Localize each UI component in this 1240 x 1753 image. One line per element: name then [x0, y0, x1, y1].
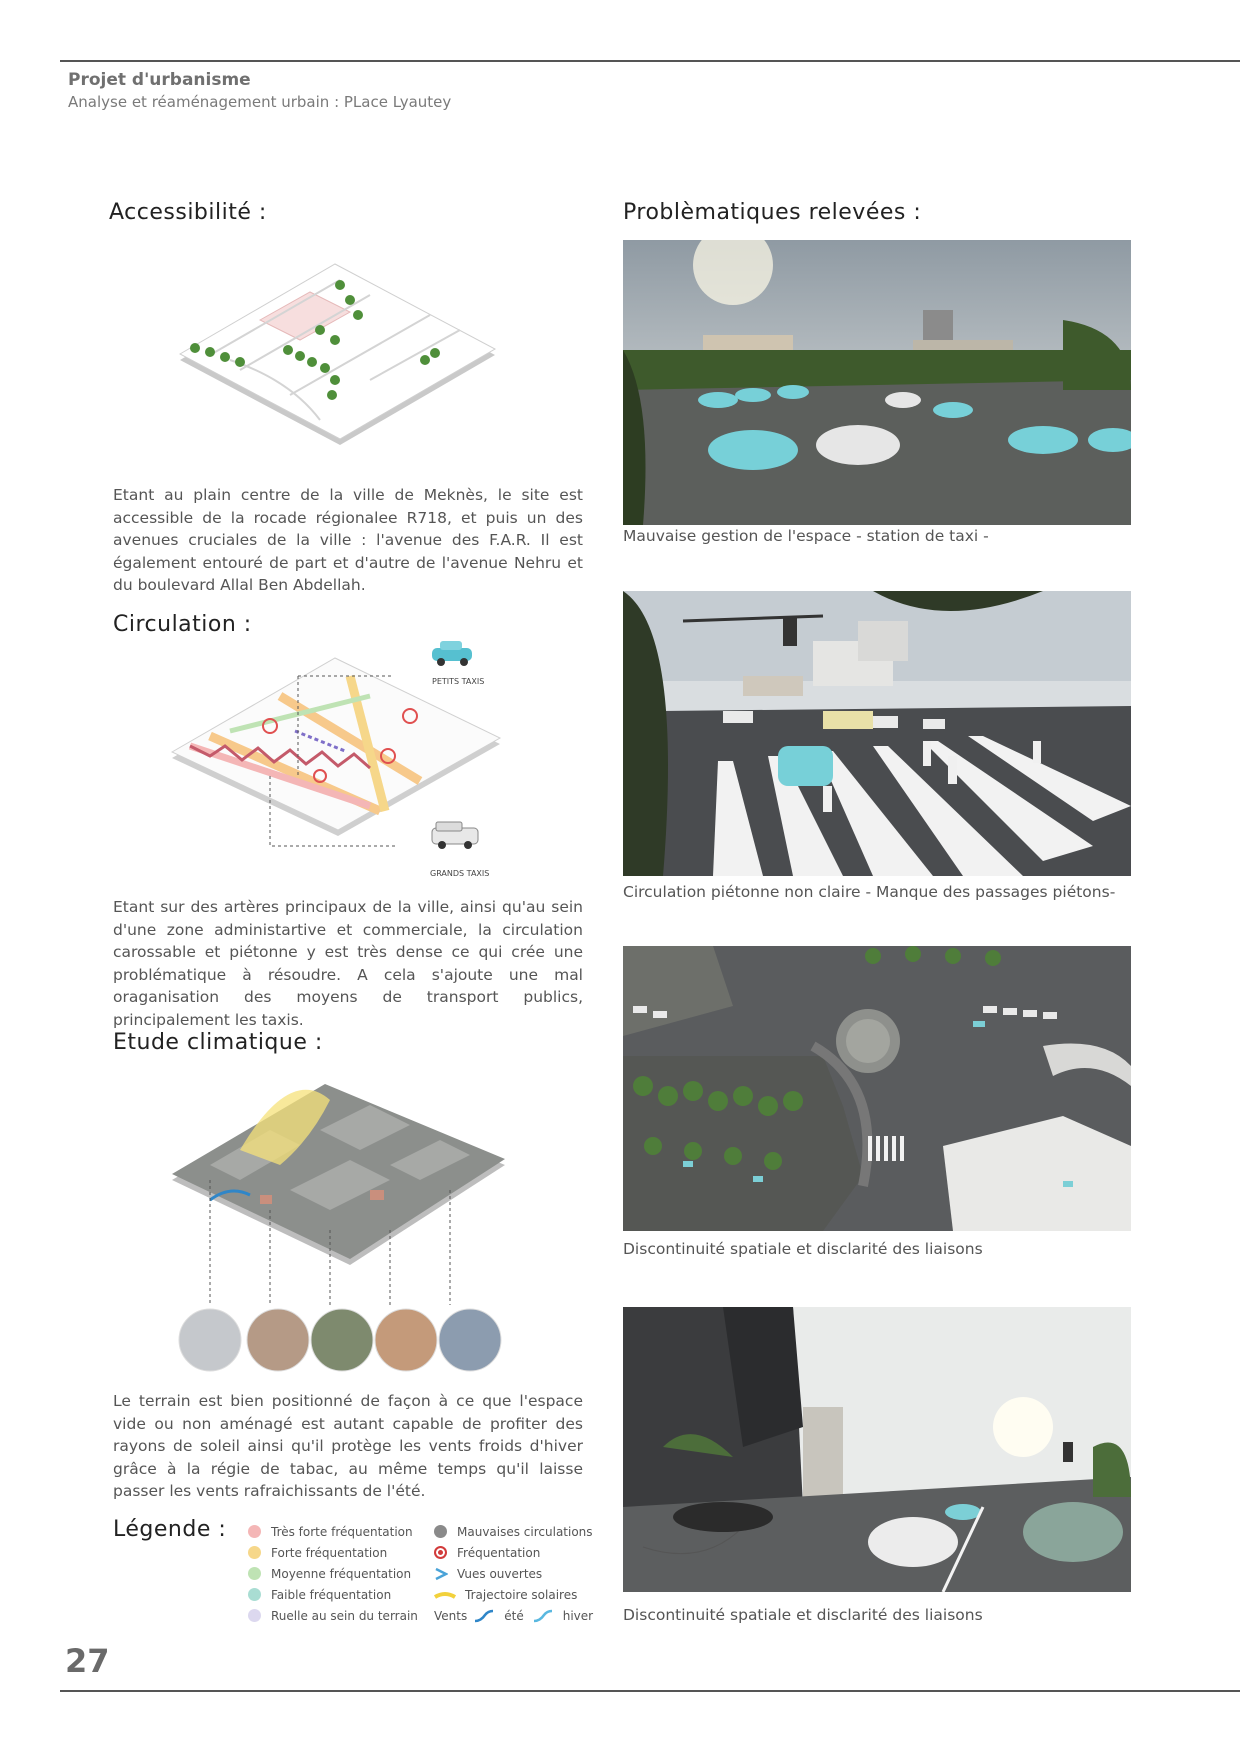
caption-photo-2: Circulation piétonne non claire - Manque des passages piétons-: [623, 883, 1116, 901]
legend-item: Moyenne fréquentation: [248, 1563, 418, 1584]
climatique-text: Le terrain est bien positionné de façon à ce que l'espace vide ou non aménagé est autant capable de profiter des rayons de soleil ainsi qu'il protège les vents froids d'hiver grâce à la régie de tabac, au même temps qu'il laisse passer les vents rafraichissants de l'été.: [113, 1392, 583, 1501]
footer-rule: [60, 1690, 1240, 1692]
legend-right: [434, 1521, 593, 1626]
climate-study-diagram: [170, 1070, 510, 1375]
legend-item: Ruelle au sein du terrain: [248, 1605, 418, 1626]
wind-winter-icon: [532, 1609, 554, 1623]
accessibilite-text: Etant au plain centre de la ville de Meknès, le site est accessible de la rocade régionalee R718, et puis un des avenues cruciales de la ville : l'avenue des F.A.R. Il est également entouré de part et d'autre de l'avenue Nehru et du boulevard Allal Ben Abdellah.: [113, 486, 583, 595]
heading-legende: Légende :: [113, 1517, 227, 1542]
photo-pedestrian-crossing: [623, 591, 1131, 876]
project-title: Projet d'urbanisme: [68, 70, 251, 90]
legend-item: Faible fréquentation: [248, 1584, 418, 1605]
legend-winds: Vents été hiver: [434, 1608, 594, 1623]
header-rule: [60, 60, 1240, 62]
swatch-icon: [248, 1588, 261, 1601]
photo-aerial-view: [623, 946, 1131, 1231]
legend-item: Vues ouvertes: [434, 1563, 593, 1584]
grey-dot-icon: [434, 1525, 447, 1538]
swatch-icon: [248, 1567, 261, 1580]
caption-photo-4: Discontinuité spatiale et disclarité des liaisons: [623, 1606, 983, 1624]
wind-summer-icon: [473, 1609, 495, 1623]
big-taxi-icon: [432, 822, 478, 849]
swatch-icon: [248, 1609, 261, 1622]
project-subtitle: Analyse et réaménagement urbain : PLace Lyautey: [68, 93, 452, 111]
small-taxi-icon: [432, 641, 472, 666]
swatch-icon: [248, 1546, 261, 1559]
red-ring-icon: [434, 1546, 447, 1559]
sun-path-icon: [434, 1588, 456, 1602]
page-number: 27: [65, 1642, 110, 1680]
accessibility-site-diagram: [170, 260, 500, 460]
caption-photo-3: Discontinuité spatiale et disclarité des liaisons: [623, 1240, 983, 1258]
circulation-text: Etant sur des artères principaux de la ville, ainsi qu'au sein d'une zone administartive et commerciale, la circulation carossable et piétonne y est très dense ce qui crée une problématique à résoudre. A cela s'ajoute une mal oraganisation des moyens de transport publics, principalement les taxis.: [113, 898, 583, 1029]
photo-street-view: [623, 1307, 1131, 1592]
label-small-taxis: PETITS TAXIS: [432, 677, 485, 686]
heading-etude-climatique: Etude climatique :: [113, 1030, 323, 1055]
legend-item: Fréquentation: [434, 1542, 593, 1563]
photo-taxi-station: [623, 240, 1131, 525]
circulation-diagram: [170, 636, 510, 876]
swatch-icon: [248, 1525, 261, 1538]
legend-item: Mauvaises circulations: [434, 1521, 593, 1542]
view-cone-icon: [434, 1567, 448, 1581]
heading-problematiques: Problèmatiques relevées :: [623, 200, 922, 225]
label-big-taxis: GRANDS TAXIS: [430, 869, 490, 878]
legend-item: Très forte fréquentation: [248, 1521, 418, 1542]
heading-accessibilite: Accessibilité :: [109, 200, 267, 225]
legend-left: [248, 1521, 418, 1626]
legend-item: Forte fréquentation: [248, 1542, 418, 1563]
caption-photo-1: Mauvaise gestion de l'espace - station de taxi -: [623, 527, 989, 545]
legend-item: Trajectoire solaires: [434, 1584, 593, 1605]
heading-circulation: Circulation :: [113, 612, 252, 637]
